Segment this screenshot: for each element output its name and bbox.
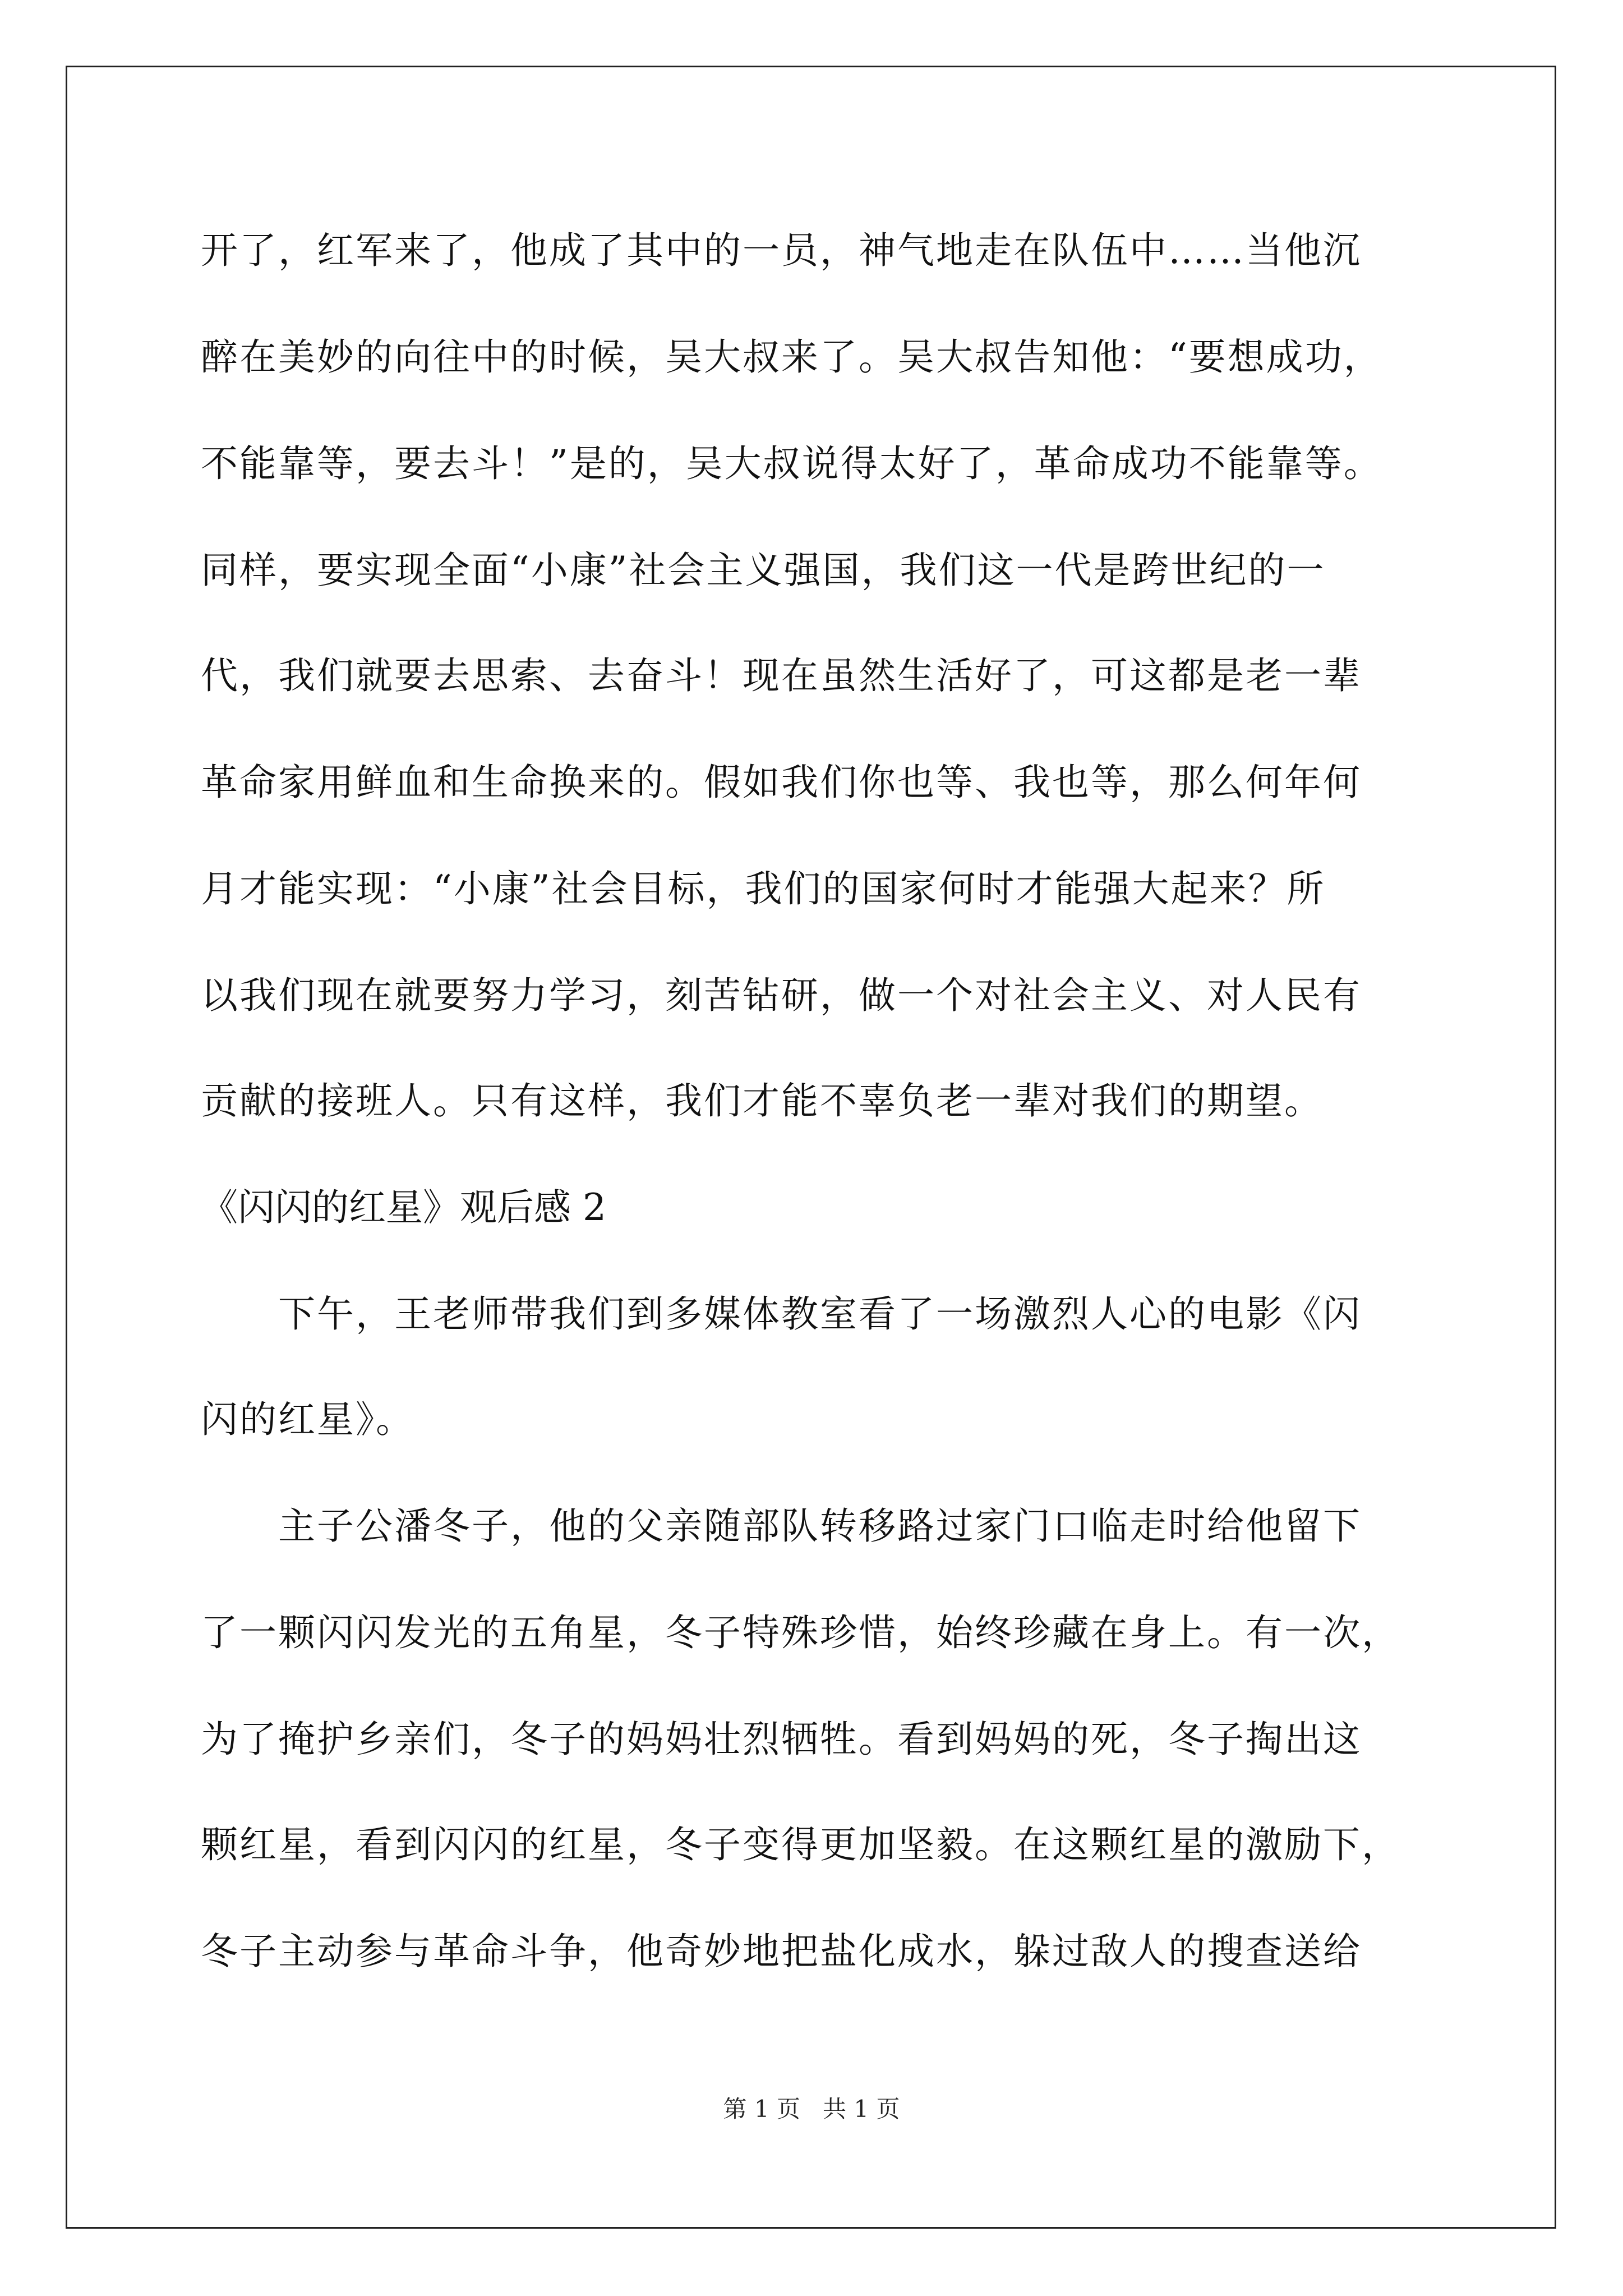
body-line: 主子公潘冬子，他的父亲随部队转移路过家门口临走时给他留下 xyxy=(278,1504,1362,1548)
body-line: 醉在美妙的向往中的时候，吴大叔来了。吴大叔告知他：“要想成功， xyxy=(201,335,1382,379)
page-footer: 第 1 页 共 1 页 xyxy=(723,2095,900,2123)
body-line: 冬子主动参与革命斗争，他奇妙地把盐化成水，躲过敌人的搜查送给 xyxy=(201,1930,1362,1973)
body-line: 贡献的接班人。只有这样，我们才能不辜负老一辈对我们的期望。 xyxy=(201,1079,1323,1122)
section-heading: 《闪闪的红星》观后感 2 xyxy=(201,1186,606,1229)
body-line: 为了掩护乡亲们，冬子的妈妈壮烈牺牲。看到妈妈的死，冬子掏出这 xyxy=(201,1718,1362,1761)
body-line: 月才能实现：“小康”社会目标，我们的国家何时才能强大起来？所 xyxy=(201,867,1326,910)
body-line: 颗红星，看到闪闪的红星，冬子变得更加坚毅。在这颗红星的激励下， xyxy=(201,1823,1400,1866)
body-line: 了一颗闪闪发光的五角星，冬子特殊珍惜，始终珍藏在身上。有一次， xyxy=(201,1611,1400,1654)
body-line: 闪的红星》。 xyxy=(201,1398,414,1441)
body-line: 革命家用鲜血和生命换来的。假如我们你也等、我也等，那么何年何 xyxy=(201,761,1362,804)
body-line: 以我们现在就要努力学习，刻苦钻研，做一个对社会主义、对人民有 xyxy=(201,974,1362,1017)
page-border xyxy=(66,66,1556,2229)
body-line: 同样，要实现全面“小康”社会主义强国，我们这一代是跨世纪的一 xyxy=(201,549,1326,592)
body-line: 代，我们就要去思索、去奋斗！现在虽然生活好了，可这都是老一辈 xyxy=(201,654,1362,697)
body-line: 不能靠等，要去斗！”是的，吴大叔说得太好了，革命成功不能靠等。 xyxy=(201,442,1382,485)
body-line: 下午，王老师带我们到多媒体教室看了一场激烈人心的电影《闪 xyxy=(278,1292,1362,1336)
body-line: 开了，红军来了，他成了其中的一员，神气地走在队伍中……当他沉 xyxy=(201,229,1362,272)
